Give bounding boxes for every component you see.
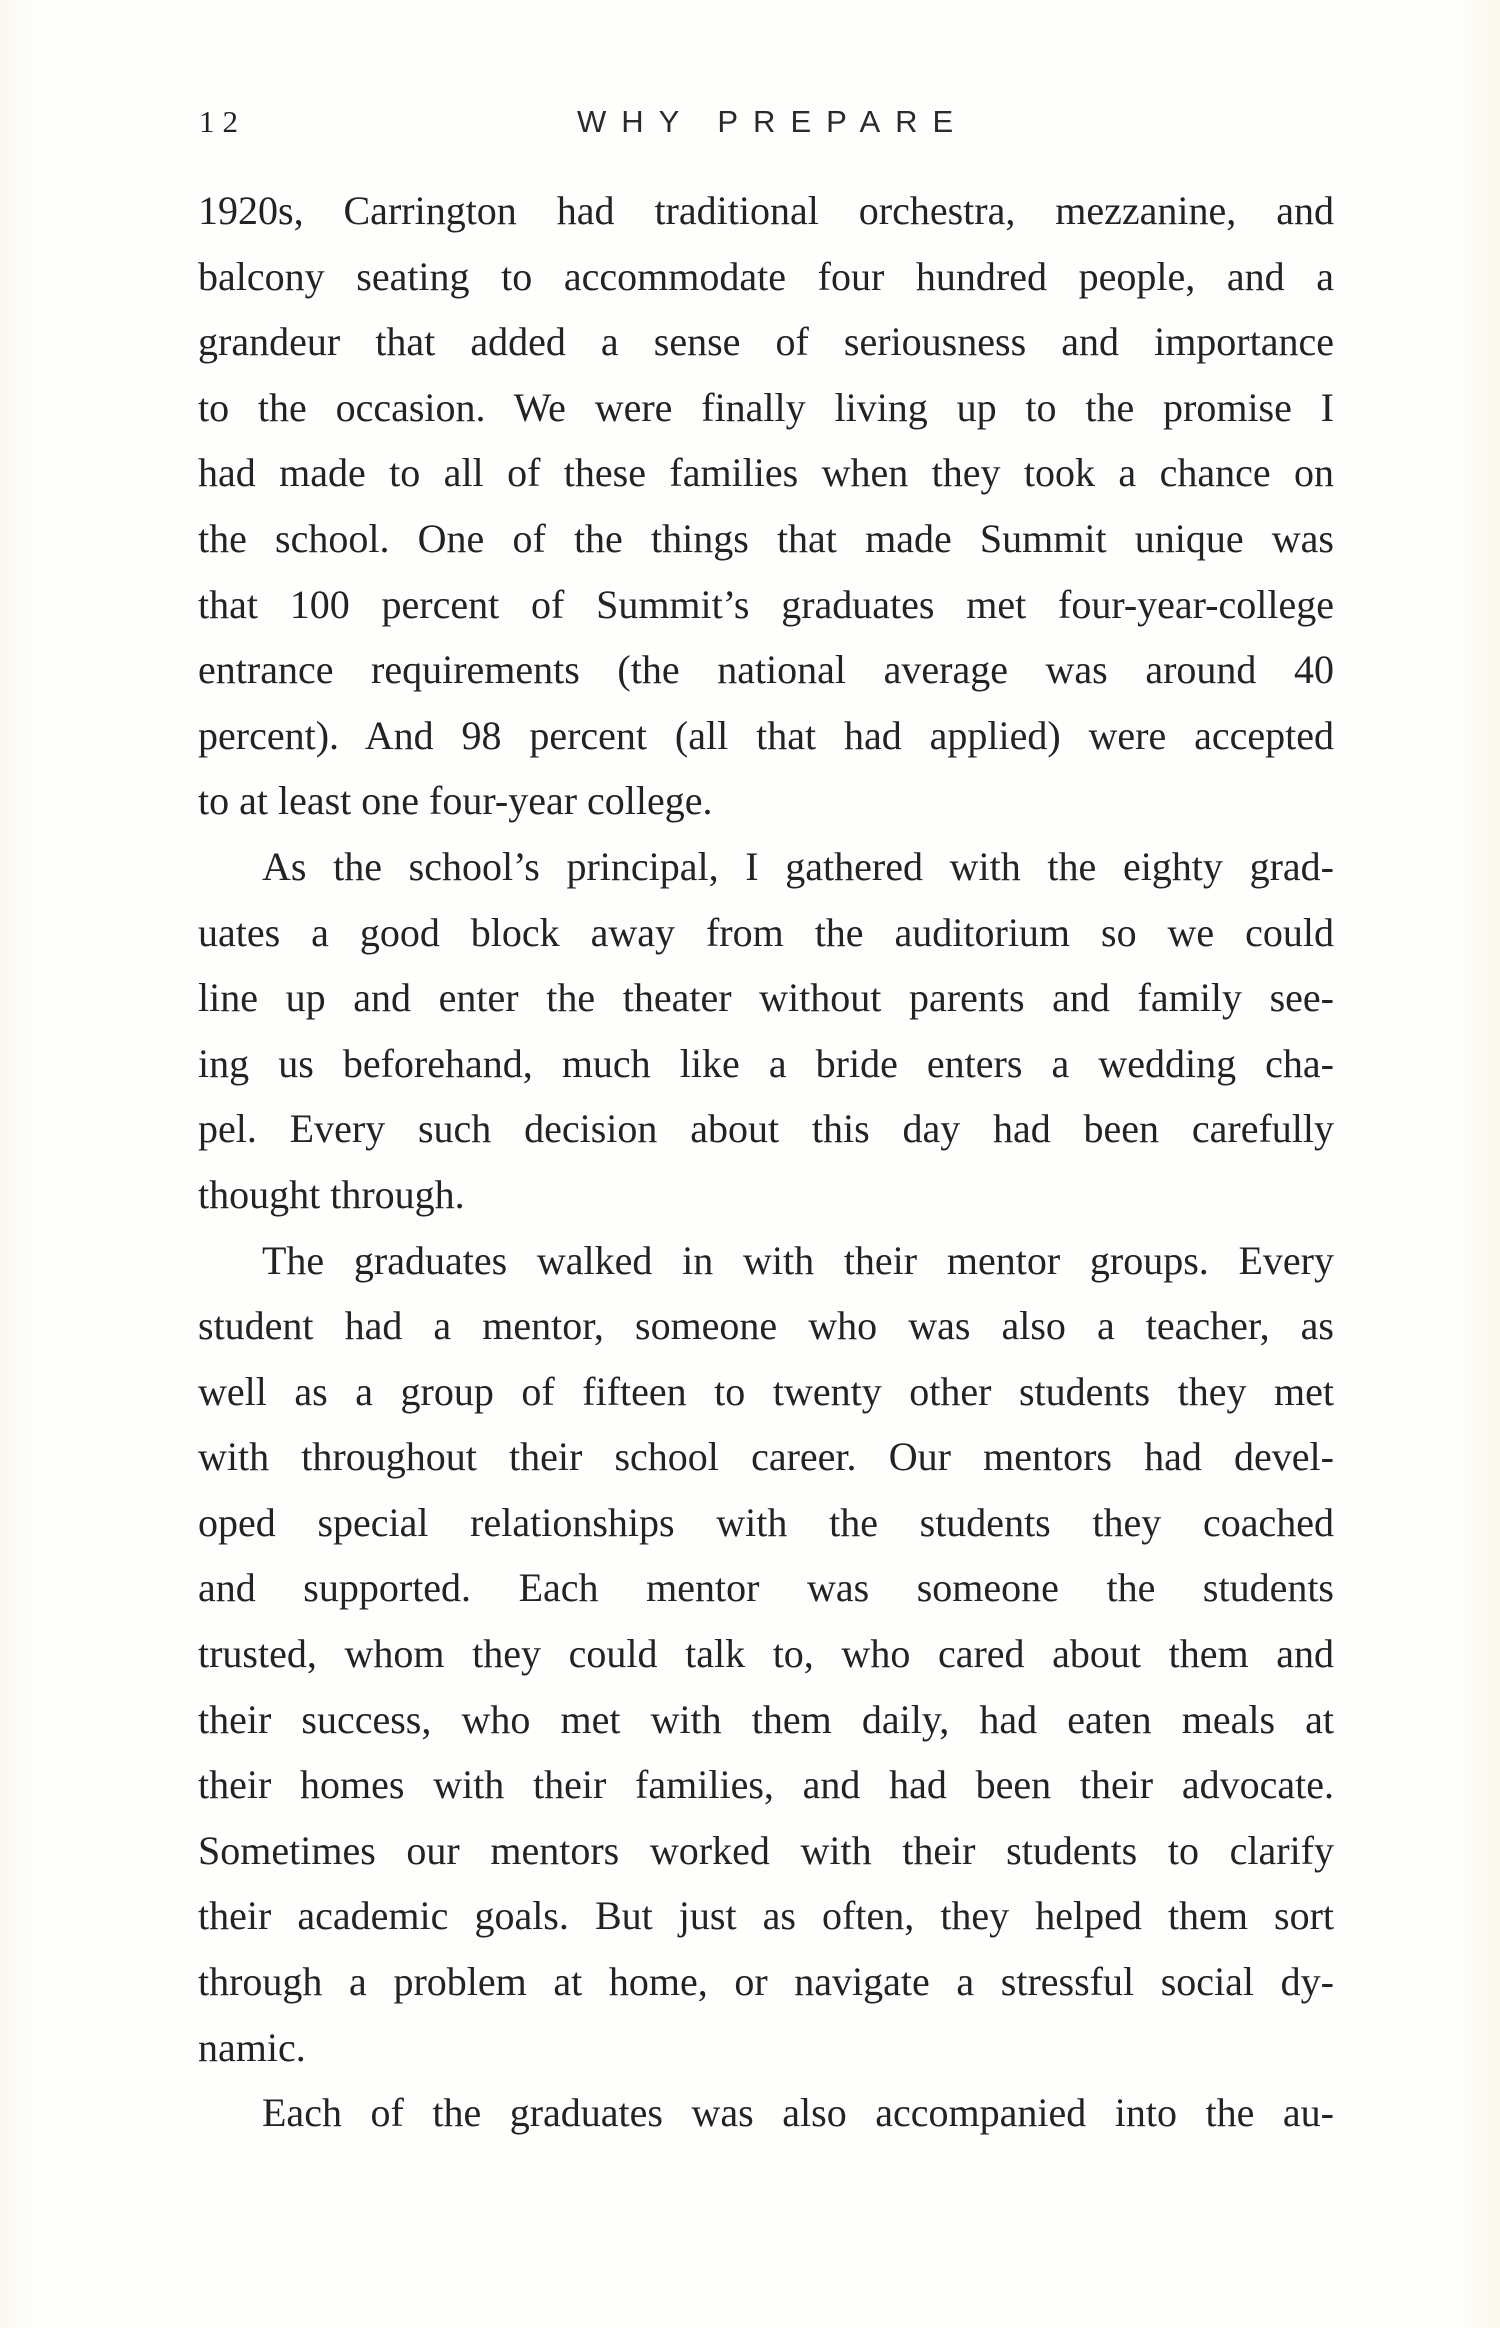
text-line: pel. Every such decision about this day had been carefully bbox=[198, 1106, 1334, 1152]
text-line: and supported. Each mentor was someone the students bbox=[198, 1565, 1334, 1611]
text-line: with throughout their school career. Our mentors had devel- bbox=[198, 1434, 1334, 1480]
text-line: namic. bbox=[198, 2024, 306, 2070]
text-line: the school. One of the things that made Summit unique was bbox=[198, 515, 1334, 561]
text-line: ing us beforehand, much like a bride enters a wedding cha- bbox=[198, 1040, 1334, 1086]
text-line: Sometimes our mentors worked with their students to clarify bbox=[198, 1827, 1334, 1873]
text-line: to at least one four-year college. bbox=[198, 778, 713, 824]
text-line: grandeur that added a sense of seriousness and importance bbox=[198, 319, 1334, 365]
text-line: oped special relationships with the students they coached bbox=[198, 1499, 1334, 1545]
text-line: 1920s, Carrington had traditional orchestra, mezzanine, and bbox=[198, 188, 1334, 233]
paragraph-1 bbox=[198, 178, 1334, 834]
paragraph-4 bbox=[198, 2080, 1334, 2146]
paragraph-3 bbox=[198, 1228, 1334, 2081]
text-line: entrance requirements (the national average was around 40 bbox=[198, 647, 1334, 693]
text-line: student had a mentor, someone who was also a teacher, as bbox=[198, 1303, 1334, 1349]
text-line: well as a group of fifteen to twenty other students they met bbox=[198, 1368, 1334, 1414]
page-number: 12 bbox=[199, 104, 246, 139]
chapter-title: WHY PREPARE bbox=[577, 104, 969, 139]
paragraph-2 bbox=[198, 834, 1334, 1228]
text-line: thought through. bbox=[198, 1171, 465, 1217]
text-line: their success, who met with them daily, had eaten meals at bbox=[198, 1696, 1334, 1742]
text-line: their academic goals. But just as often, they helped them sort bbox=[198, 1893, 1334, 1939]
text-line: their homes with their families, and had been their advocate. bbox=[198, 1762, 1334, 1808]
body-text bbox=[198, 178, 1334, 2146]
text-line: Each of the graduates was also accompanied into the au- bbox=[262, 2090, 1334, 2136]
text-line: percent). And 98 percent (all that had applied) were accepted bbox=[198, 712, 1334, 758]
text-line: The graduates walked in with their mentor groups. Every bbox=[262, 1237, 1334, 1283]
text-line: As the school’s principal, I gathered with the eighty grad- bbox=[262, 843, 1334, 889]
text-line: that 100 percent of Summit’s graduates met four-year-college bbox=[198, 581, 1334, 627]
text-line: had made to all of these families when they took a chance on bbox=[198, 450, 1334, 496]
running-head bbox=[0, 104, 1500, 140]
text-line: through a problem at home, or navigate a stressful social dy- bbox=[198, 1959, 1334, 2005]
text-line: to the occasion. We were finally living up to the promise I bbox=[198, 384, 1334, 430]
text-line: uates a good block away from the auditorium so we could bbox=[198, 909, 1334, 955]
text-line: balcony seating to accommodate four hundred people, and a bbox=[198, 253, 1334, 299]
text-line: line up and enter the theater without parents and family see- bbox=[198, 975, 1334, 1021]
text-line: trusted, whom they could talk to, who cared about them and bbox=[198, 1631, 1334, 1677]
